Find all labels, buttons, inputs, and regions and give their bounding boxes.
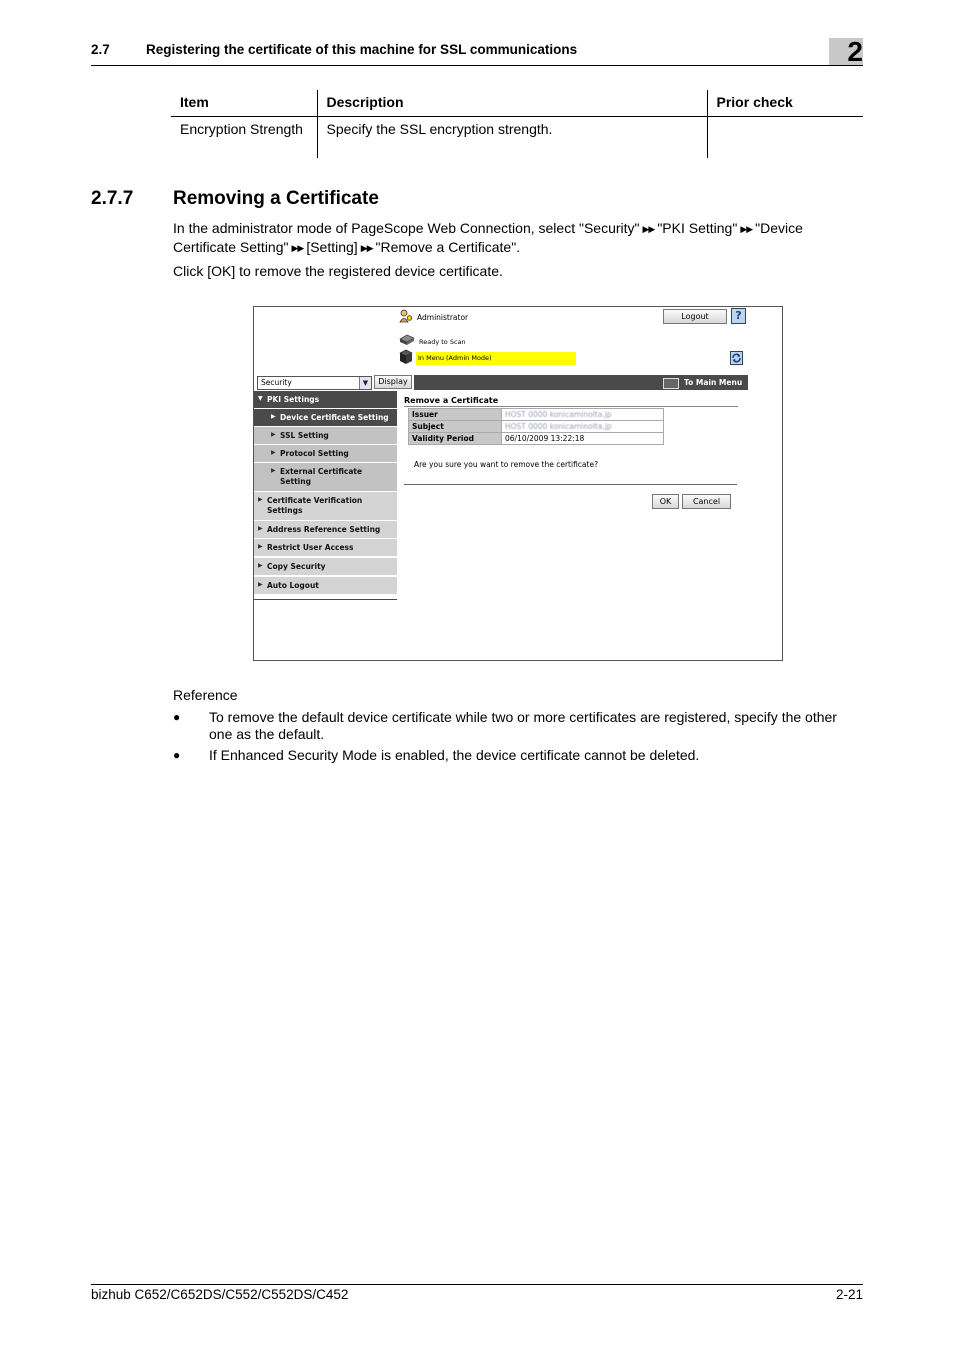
column-header-item: Item <box>171 90 317 117</box>
sidebar-item-address-reference-setting[interactable]: ▶ Address Reference Setting <box>254 521 397 539</box>
panel-title: Remove a Certificate <box>404 396 499 405</box>
triangle-right-icon: ▶ <box>271 467 276 474</box>
footer-models: bizhub C652/C652DS/C552/C552DS/C452 <box>91 1287 349 1302</box>
sidebar-item-device-certificate-setting[interactable]: ▶ Device Certificate Setting <box>254 409 397 427</box>
footer-rule <box>91 1284 863 1285</box>
header-section-number: 2.7 <box>91 42 110 57</box>
triangle-right-icon: ▶ <box>258 496 263 503</box>
triangle-right-icon: ▶ <box>271 413 276 420</box>
sidebar-item-external-certificate-setting[interactable]: ▶ External Certificate Setting <box>254 463 397 492</box>
validity-period-value: 06/10/2009 13:22:18 <box>502 433 664 445</box>
triangle-right-icon: ▶ <box>258 525 263 532</box>
confirm-message: Are you sure you want to remove the certificate? <box>414 460 599 469</box>
header-rule <box>91 65 863 66</box>
mode-box-icon <box>399 349 413 365</box>
table-row <box>171 117 863 159</box>
table-row <box>409 433 664 445</box>
triangle-down-icon: ▼ <box>258 395 263 402</box>
logout-button[interactable]: Logout <box>663 309 727 324</box>
cancel-button[interactable]: Cancel <box>682 494 731 509</box>
section-title: Removing a Certificate <box>173 188 379 209</box>
menu-select[interactable] <box>257 376 372 390</box>
main-menu-icon[interactable] <box>663 378 679 389</box>
reference-item: To remove the default device certificate while two or more certificates are registered, specify the other one as the default. <box>209 709 837 742</box>
ok-instruction: Click [OK] to remove the registered device certificate. <box>173 263 503 279</box>
column-header-prior-check: Prior check <box>707 90 863 117</box>
double-arrow-icon: ▶▶ <box>360 243 373 253</box>
path-part: "Remove a Certificate". <box>375 239 521 255</box>
chapter-number: 2 <box>847 36 863 67</box>
triangle-right-icon: ▶ <box>258 543 263 550</box>
bullet-icon: ● <box>173 710 181 724</box>
issuer-value: HOST 0000 konicaminolta.jp <box>502 409 664 421</box>
sidebar-item-auto-logout[interactable]: ▶ Auto Logout <box>254 577 397 595</box>
settings-table <box>171 90 863 158</box>
sidebar-item-certificate-verification-settings[interactable]: ▶ Certificate Verification Settings <box>254 492 397 521</box>
double-arrow-icon: ▶▶ <box>291 243 304 253</box>
validity-period-label: Validity Period <box>409 433 502 445</box>
panel-divider <box>404 484 737 485</box>
sidebar-item-protocol-setting[interactable]: ▶ Protocol Setting <box>254 445 397 463</box>
ok-button[interactable]: OK <box>652 494 679 509</box>
sidebar-bottom-rule <box>254 599 397 600</box>
display-button[interactable]: Display <box>374 375 412 389</box>
panel-title-rule <box>404 406 738 407</box>
path-part: In the administrator mode of PageScope Web Connection, select "Security" <box>173 220 640 236</box>
triangle-right-icon: ▶ <box>258 581 263 588</box>
chevron-down-icon: ▼ <box>359 377 371 389</box>
table-row <box>409 421 664 433</box>
triangle-right-icon: ▶ <box>271 449 276 456</box>
subject-value: HOST 0000 konicaminolta.jp <box>502 421 664 433</box>
to-main-menu-link[interactable]: To Main Menu <box>684 378 743 387</box>
column-header-description: Description <box>317 90 707 117</box>
double-arrow-icon: ▶▶ <box>740 224 753 234</box>
administrator-label: Administrator <box>417 313 469 322</box>
sidebar-item-pki-settings[interactable]: ▼ PKI Settings <box>254 391 397 409</box>
help-icon[interactable]: ? <box>731 308 746 324</box>
certificate-info-table <box>408 408 664 445</box>
table-header-row <box>171 90 863 117</box>
instruction-paragraph <box>173 219 863 257</box>
table-row <box>409 409 664 421</box>
mode-indicator: In Menu (Admin Mode) <box>416 352 576 365</box>
sidebar-item-restrict-user-access[interactable]: ▶ Restrict User Access <box>254 539 397 557</box>
printer-icon <box>399 334 415 346</box>
sidebar-item-copy-security[interactable]: ▶ Copy Security <box>254 558 397 576</box>
issuer-label: Issuer <box>409 409 502 421</box>
administrator-icon <box>399 309 413 323</box>
footer-page-number: 2-21 <box>835 1287 863 1302</box>
reference-label: Reference <box>173 687 238 703</box>
double-arrow-icon: ▶▶ <box>642 224 655 234</box>
header-section-title: Registering the certificate of this machine for SSL communications <box>146 42 578 57</box>
table-cell-description: Specify the SSL encryption strength. <box>317 117 707 159</box>
table-cell-prior-check <box>707 117 863 159</box>
triangle-right-icon: ▶ <box>258 562 263 569</box>
sidebar-item-ssl-setting[interactable]: ▶ SSL Setting <box>254 427 397 445</box>
path-part: "Device Certificate Setting" <box>173 220 803 255</box>
machine-status: Ready to Scan <box>419 338 466 346</box>
reference-item: If Enhanced Security Mode is enabled, the device certificate cannot be deleted. <box>209 747 700 763</box>
path-part: "PKI Setting" <box>657 220 738 236</box>
section-number: 2.7.7 <box>91 188 134 209</box>
table-cell-item: Encryption Strength <box>180 121 303 137</box>
menu-select-value: Security <box>261 378 292 387</box>
subject-label: Subject <box>409 421 502 433</box>
web-connection-screenshot <box>253 306 783 661</box>
triangle-right-icon: ▶ <box>271 431 276 438</box>
bullet-icon: ● <box>173 748 181 762</box>
refresh-icon[interactable] <box>730 351 743 365</box>
path-part: [Setting] <box>306 239 358 255</box>
